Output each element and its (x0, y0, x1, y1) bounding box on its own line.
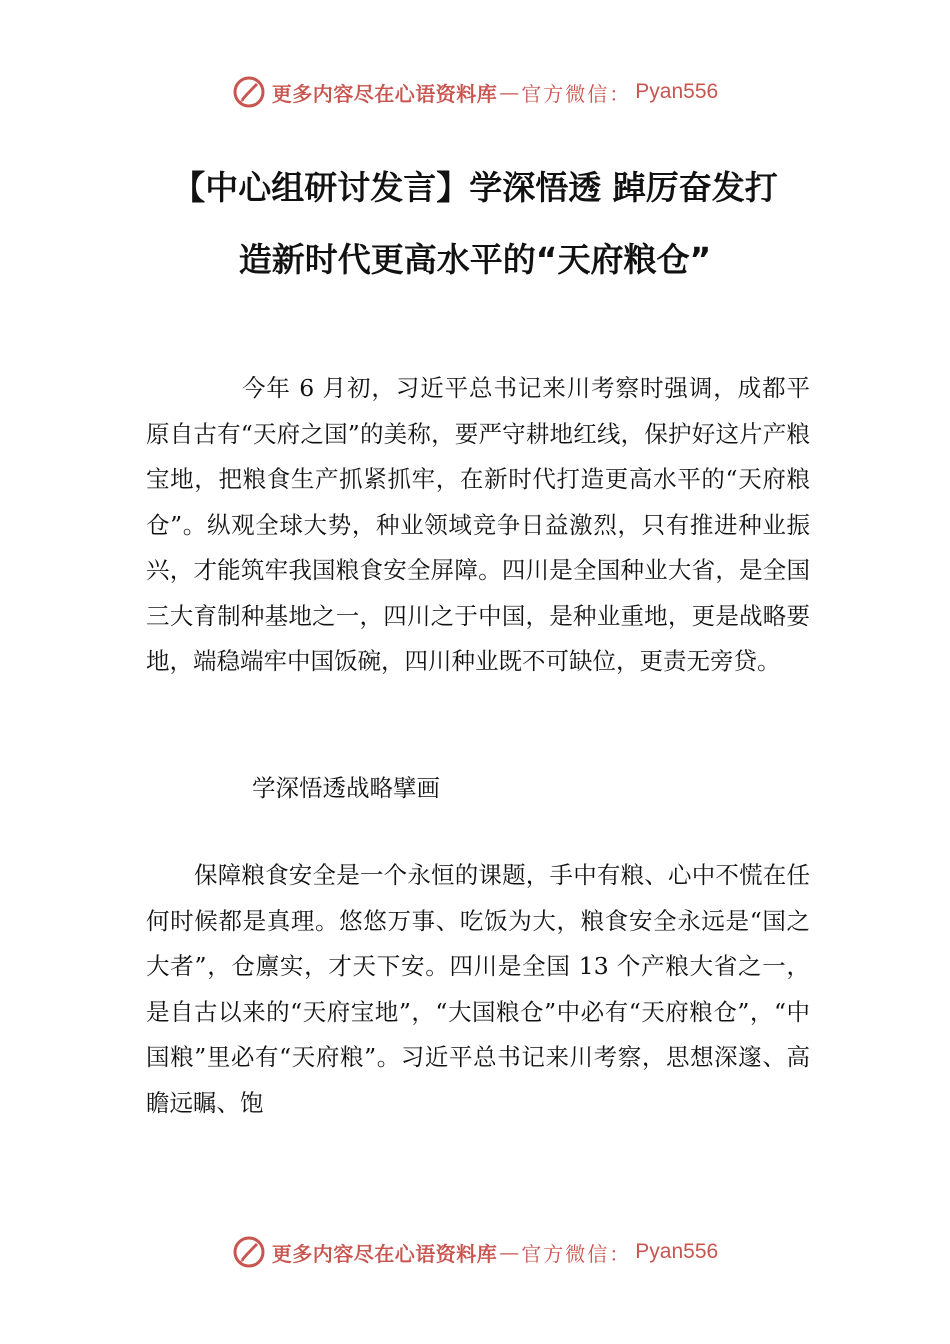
body-paragraph-1: 今年 6 月初，习近平总书记来川考察时强调，成都平原自古有“天府之国”的美称，要严守耕地红线，保护好这片产粮宝地，把粮食生产抓紧抓牢，在新时代打造更高水平的“天府粮仓”。纵观全球大势，种业领域竞争日益激烈，只有推进种业振兴，才能筑牢我国粮食安全屏障。四川是全国种业大省，是全国三大育制种基地之一，四川之于中国，是种业重地，更是战略要地，端稳端牢中国饭碗，四川种业既不可缺位，更责无旁贷。 (146, 374, 810, 675)
section-subheading: 学深悟透战略擘画 (252, 774, 440, 802)
banner-wechat-id: Pyan556 (635, 80, 719, 103)
title-line-1: 【中心组研讨发言】学深悟透 踔厉奋发打 (172, 168, 778, 207)
title-line-2: 造新时代更高水平的“天府粮仓” (238, 240, 712, 279)
banner-separator: — (499, 80, 520, 104)
banner-slogan: 更多内容尽在心语资料库 (271, 81, 498, 106)
brush-pen-logo-icon (232, 1235, 266, 1269)
header-banner (0, 72, 950, 112)
body-paragraph-2: 保障粮食安全是一个永恒的课题，手中有粮、心中不慌在任何时候都是真理。悠悠万事、吃饭为大，粮食安全永远是“国之大者”，仓廪实，才天下安。四川是全国 13 个产粮大省之一，是自古以来的“天府宝地”，“大国粮仓”中必有“天府粮仓”，“中国粮”里必有“天府粮”。习近平总书记来川考察，思想深邃、高瞻远瞩、饱 (146, 861, 810, 1117)
banner-wechat-label: 官方微信： (521, 1241, 632, 1266)
banner-wechat-id: Pyan556 (635, 1240, 719, 1263)
banner-wechat-label: 官方微信： (521, 81, 632, 106)
brush-pen-logo-icon (232, 75, 266, 109)
banner-separator: — (499, 1240, 520, 1264)
document-title (120, 152, 830, 296)
footer-banner (0, 1232, 950, 1272)
banner-slogan: 更多内容尽在心语资料库 (271, 1241, 498, 1266)
